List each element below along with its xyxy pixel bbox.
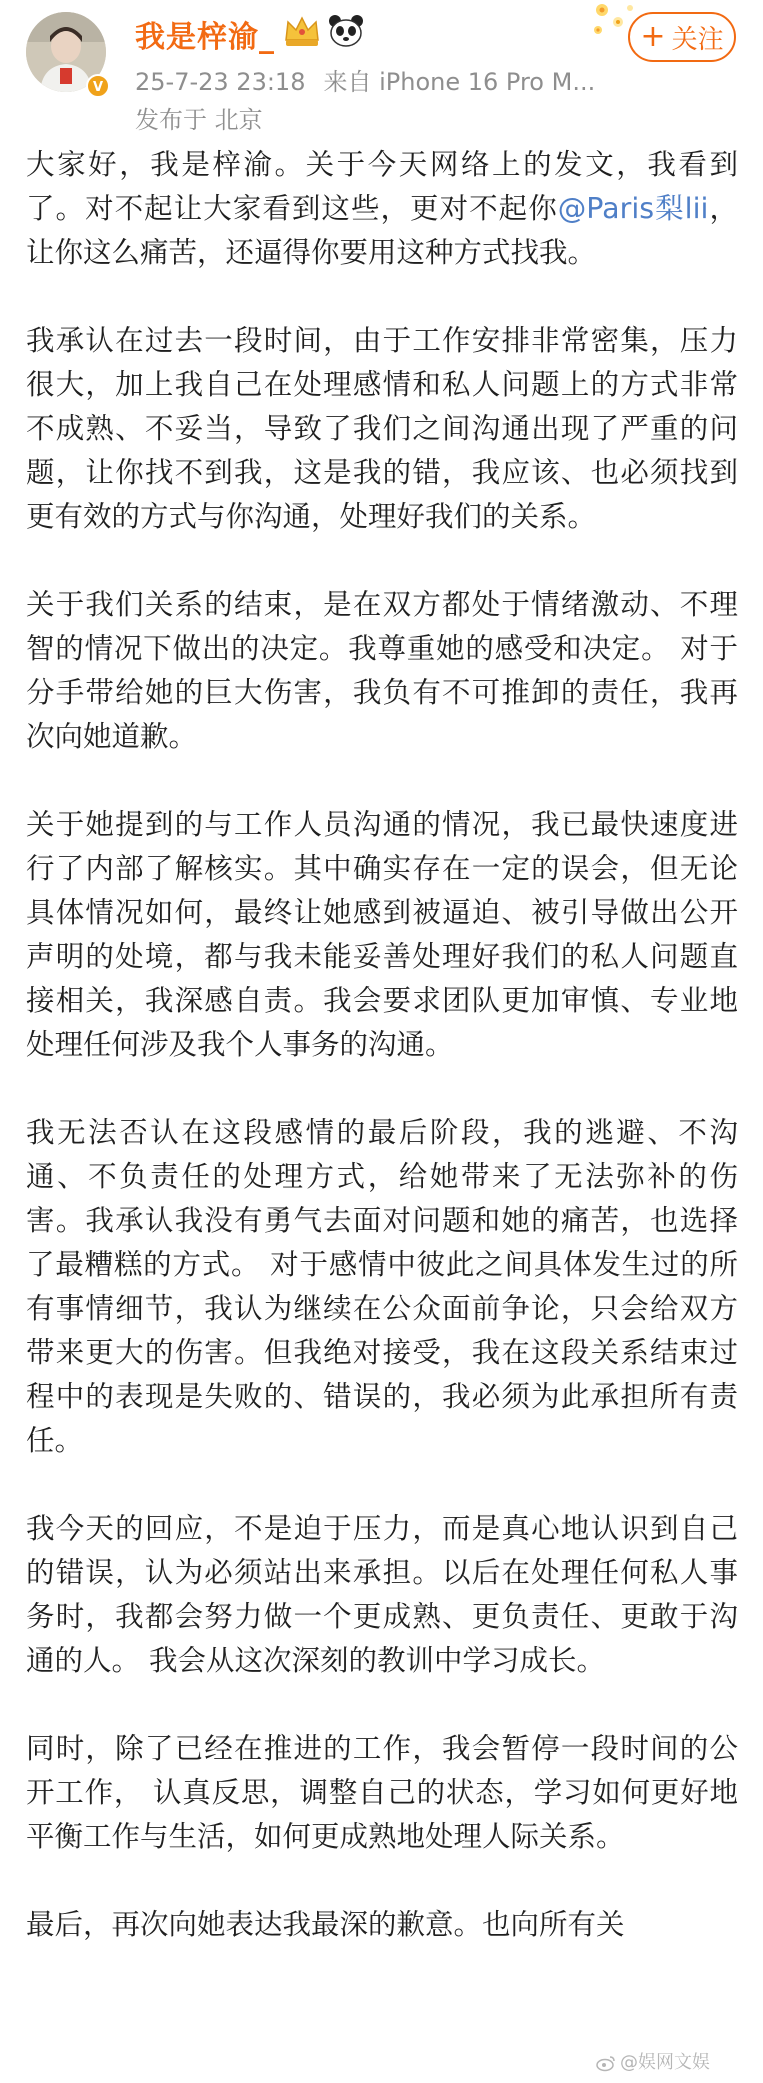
svg-text:V: V	[92, 80, 104, 93]
post-paragraph-4: 关于她提到的与工作人员沟通的情况，我已最快速度进行了内部了解核实。其中确实存在一定的误会，但无论具体情况如何，最终让她感到被逼迫、被引导做出公开声明的处境，都与我未能妥善处理好我们的私人问题直接相关，我深感自责。我会要求团队更加审慎、专业地处理任何涉及我个人事务的沟通。	[26, 808, 738, 1061]
post-paragraph-6: 我今天的回应，不是迫于压力，而是真心地认识到自己的错误，认为必须站出来承担。以后在处理任何私人事务时，我都会努力做一个更成熟、更负责任、更敢于沟通的人。 我会从这次深刻的教训中学习成长。	[26, 1512, 738, 1677]
post-source: 来自 iPhone 16 Pro M...	[323, 68, 596, 96]
verified-badge-icon	[86, 74, 110, 98]
post-paragraph-2: 我承认在过去一段时间，由于工作安排非常密集，压力很大，加上我自己在处理感情和私人问题上的方式非常不成熟、不妥当，导致了我们之间沟通出现了严重的问题，让你找不到我，这是我的错，我应该、也必须找到更有效的方式与你沟通，处理好我们的关系。	[26, 324, 738, 533]
follow-button[interactable]	[628, 12, 736, 62]
follow-label: 关注	[671, 24, 724, 55]
panda-icon	[326, 12, 366, 50]
post-paragraph-5: 我无法否认在这段感情的最后阶段，我的逃避、不沟通、不负责任的处理方式，给她带来了无法弥补的伤害。我承认我没有勇气去面对问题和她的痛苦，也选择了最糟糕的方式。 对于感情中彼此之间具体发生过的所有事情细节，我认为继续在公众面前争论，只会给双方带来更大的伤害。但我绝对接受，我在这段关系结束过程中的表现是失败的、错误的，我必须为此承担所有责任。	[26, 1116, 738, 1457]
post-paragraph-7: 同时，除了已经在推进的工作，我会暂停一段时间的公开工作， 认真反思，调整自己的状态，学习如何更好地平衡工作与生活，如何更成熟地处理人际关系。	[26, 1732, 738, 1853]
user-mention-link[interactable]: @Paris梨lii	[557, 192, 709, 225]
watermark-text: @娱网文娱	[620, 2052, 710, 2073]
post-paragraph-3: 关于我们关系的结束，是在双方都处于情绪激动、不理智的情况下做出的决定。我尊重她的感受和决定。 对于分手带给她的巨大伤害，我负有不可推卸的责任，我再次向她道歉。	[26, 588, 738, 753]
paragraph-text: ，让你这么痛苦，还逼得你要用这种方式找我。	[26, 192, 738, 269]
post-meta	[135, 62, 615, 97]
post-timestamp: 25-7-23 23:18	[135, 68, 306, 96]
avatar-container[interactable]	[26, 12, 112, 98]
weibo-icon	[596, 2054, 616, 2072]
post-content	[26, 143, 738, 1991]
plus-icon: +	[640, 19, 666, 54]
post-paragraph-1	[26, 143, 738, 275]
post-header	[0, 0, 763, 140]
post-location: 发布于 北京	[135, 106, 263, 134]
crown-icon	[282, 12, 322, 50]
watermark	[596, 2048, 710, 2074]
paragraph-text: 大家好，我是梓渝。关于今天网络上的发文，我看到了。对不起让大家看到这些，更对不起你	[26, 148, 738, 225]
username[interactable]: 我是梓渝_	[135, 20, 275, 55]
post-paragraph-8: 最后，再次向她表达我最深的歉意。也向所有关	[26, 1908, 625, 1941]
